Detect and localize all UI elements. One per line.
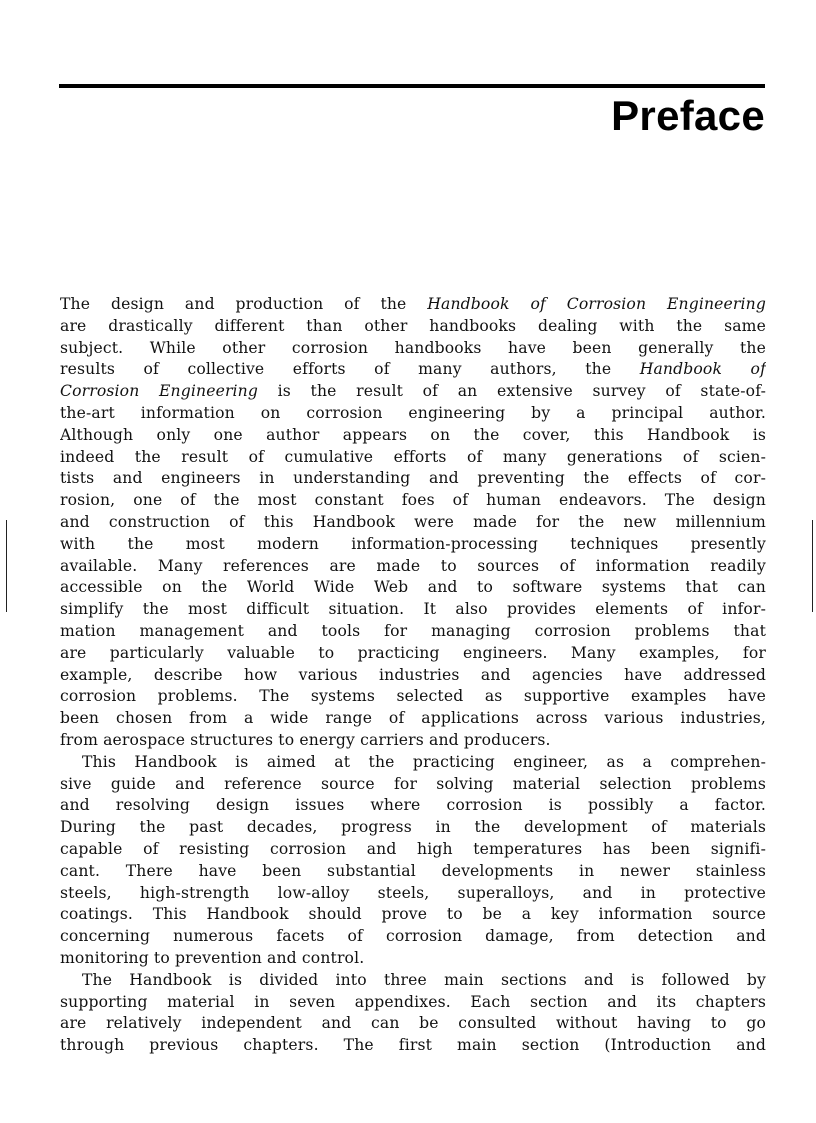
text-line: Corrosion Engineering is the result of an extensive survey of state-of- — [60, 382, 766, 401]
text-line: supporting material in seven appendixes. Each section and its chapters — [60, 992, 766, 1011]
text-line: are particularly valuable to practicing engineers. Many examples, for — [60, 643, 766, 662]
text-line: sive guide and reference source for solving material selection problems — [60, 774, 766, 793]
text-line: corrosion problems. The systems selected as supportive examples have — [60, 687, 766, 706]
book-title-italic: Handbook of Corrosion Engineering — [427, 295, 766, 313]
text-line: mation management and tools for managing corrosion problems that — [60, 621, 766, 640]
text-line: and construction of this Handbook were made for the new millennium — [60, 512, 766, 531]
text-line: The design and production of the Handbook of Corrosion Engineering — [60, 295, 766, 313]
text-line: simplify the most difficult situation. It also provides elements of infor- — [60, 600, 766, 619]
text-line: subject. While other corrosion handbooks have been generally the — [60, 338, 766, 357]
text-line: Although only one author appears on the cover, this Handbook is — [60, 425, 766, 444]
book-title-italic: Corrosion Engineering — [60, 382, 259, 401]
text-line: available. Many references are made to sources of information readily — [60, 556, 766, 575]
text-line: indeed the result of cumulative efforts of many generations of scien- — [60, 447, 766, 466]
text-line: been chosen from a wide range of applications across various industries, — [60, 709, 766, 728]
text-line: are relatively independent and can be consulted without having to go — [60, 1014, 766, 1033]
text-line: cant. There have been substantial developments in newer stainless — [60, 861, 766, 880]
text-line: from aerospace structures to energy carriers and producers. — [60, 730, 551, 749]
text-line: accessible on the World Wide Web and to software systems that can — [60, 578, 766, 597]
text-line: rosion, one of the most constant foes of human endeavors. The design — [60, 491, 766, 510]
text-line: The Handbook is divided into three main sections and is followed by — [82, 970, 766, 989]
text-line: During the past decades, progress in the development of materials — [60, 818, 766, 837]
text-line: This Handbook is aimed at the practicing engineer, as a comprehen- — [82, 752, 766, 771]
text-line: tists and engineers in understanding and preventing the effects of cor- — [60, 469, 766, 488]
book-title-italic: Handbook of — [639, 360, 766, 379]
text-line: steels, high-strength low-alloy steels, superalloys, and in protective — [60, 883, 766, 902]
text-line: the-art information on corrosion engineering by a principal author. — [60, 403, 766, 422]
text-line: through previous chapters. The first main section (Introduction and — [60, 1036, 766, 1055]
text-line: concerning numerous facets of corrosion damage, from detection and — [60, 927, 766, 946]
text-line: and resolving design issues where corrosion is possibly a factor. — [60, 796, 766, 815]
text-line: monitoring to prevention and control. — [60, 948, 365, 967]
text-line: coatings. This Handbook should prove to be a key information source — [60, 905, 766, 924]
text-line: are drastically different than other handbooks dealing with the same — [60, 316, 766, 335]
text-line: example, describe how various industries and agencies have addressed — [60, 665, 766, 684]
text-line: results of collective efforts of many authors, the Handbook of — [60, 360, 766, 379]
right-margin-mark — [812, 520, 813, 612]
preface-body — [60, 294, 766, 1057]
text-line: capable of resisting corrosion and high temperatures has been signifi- — [60, 839, 766, 858]
text-line: with the most modern information-processing techniques presently — [60, 534, 766, 553]
top-rule — [59, 84, 765, 88]
left-margin-mark — [6, 520, 7, 612]
page-title: Preface — [611, 92, 765, 139]
